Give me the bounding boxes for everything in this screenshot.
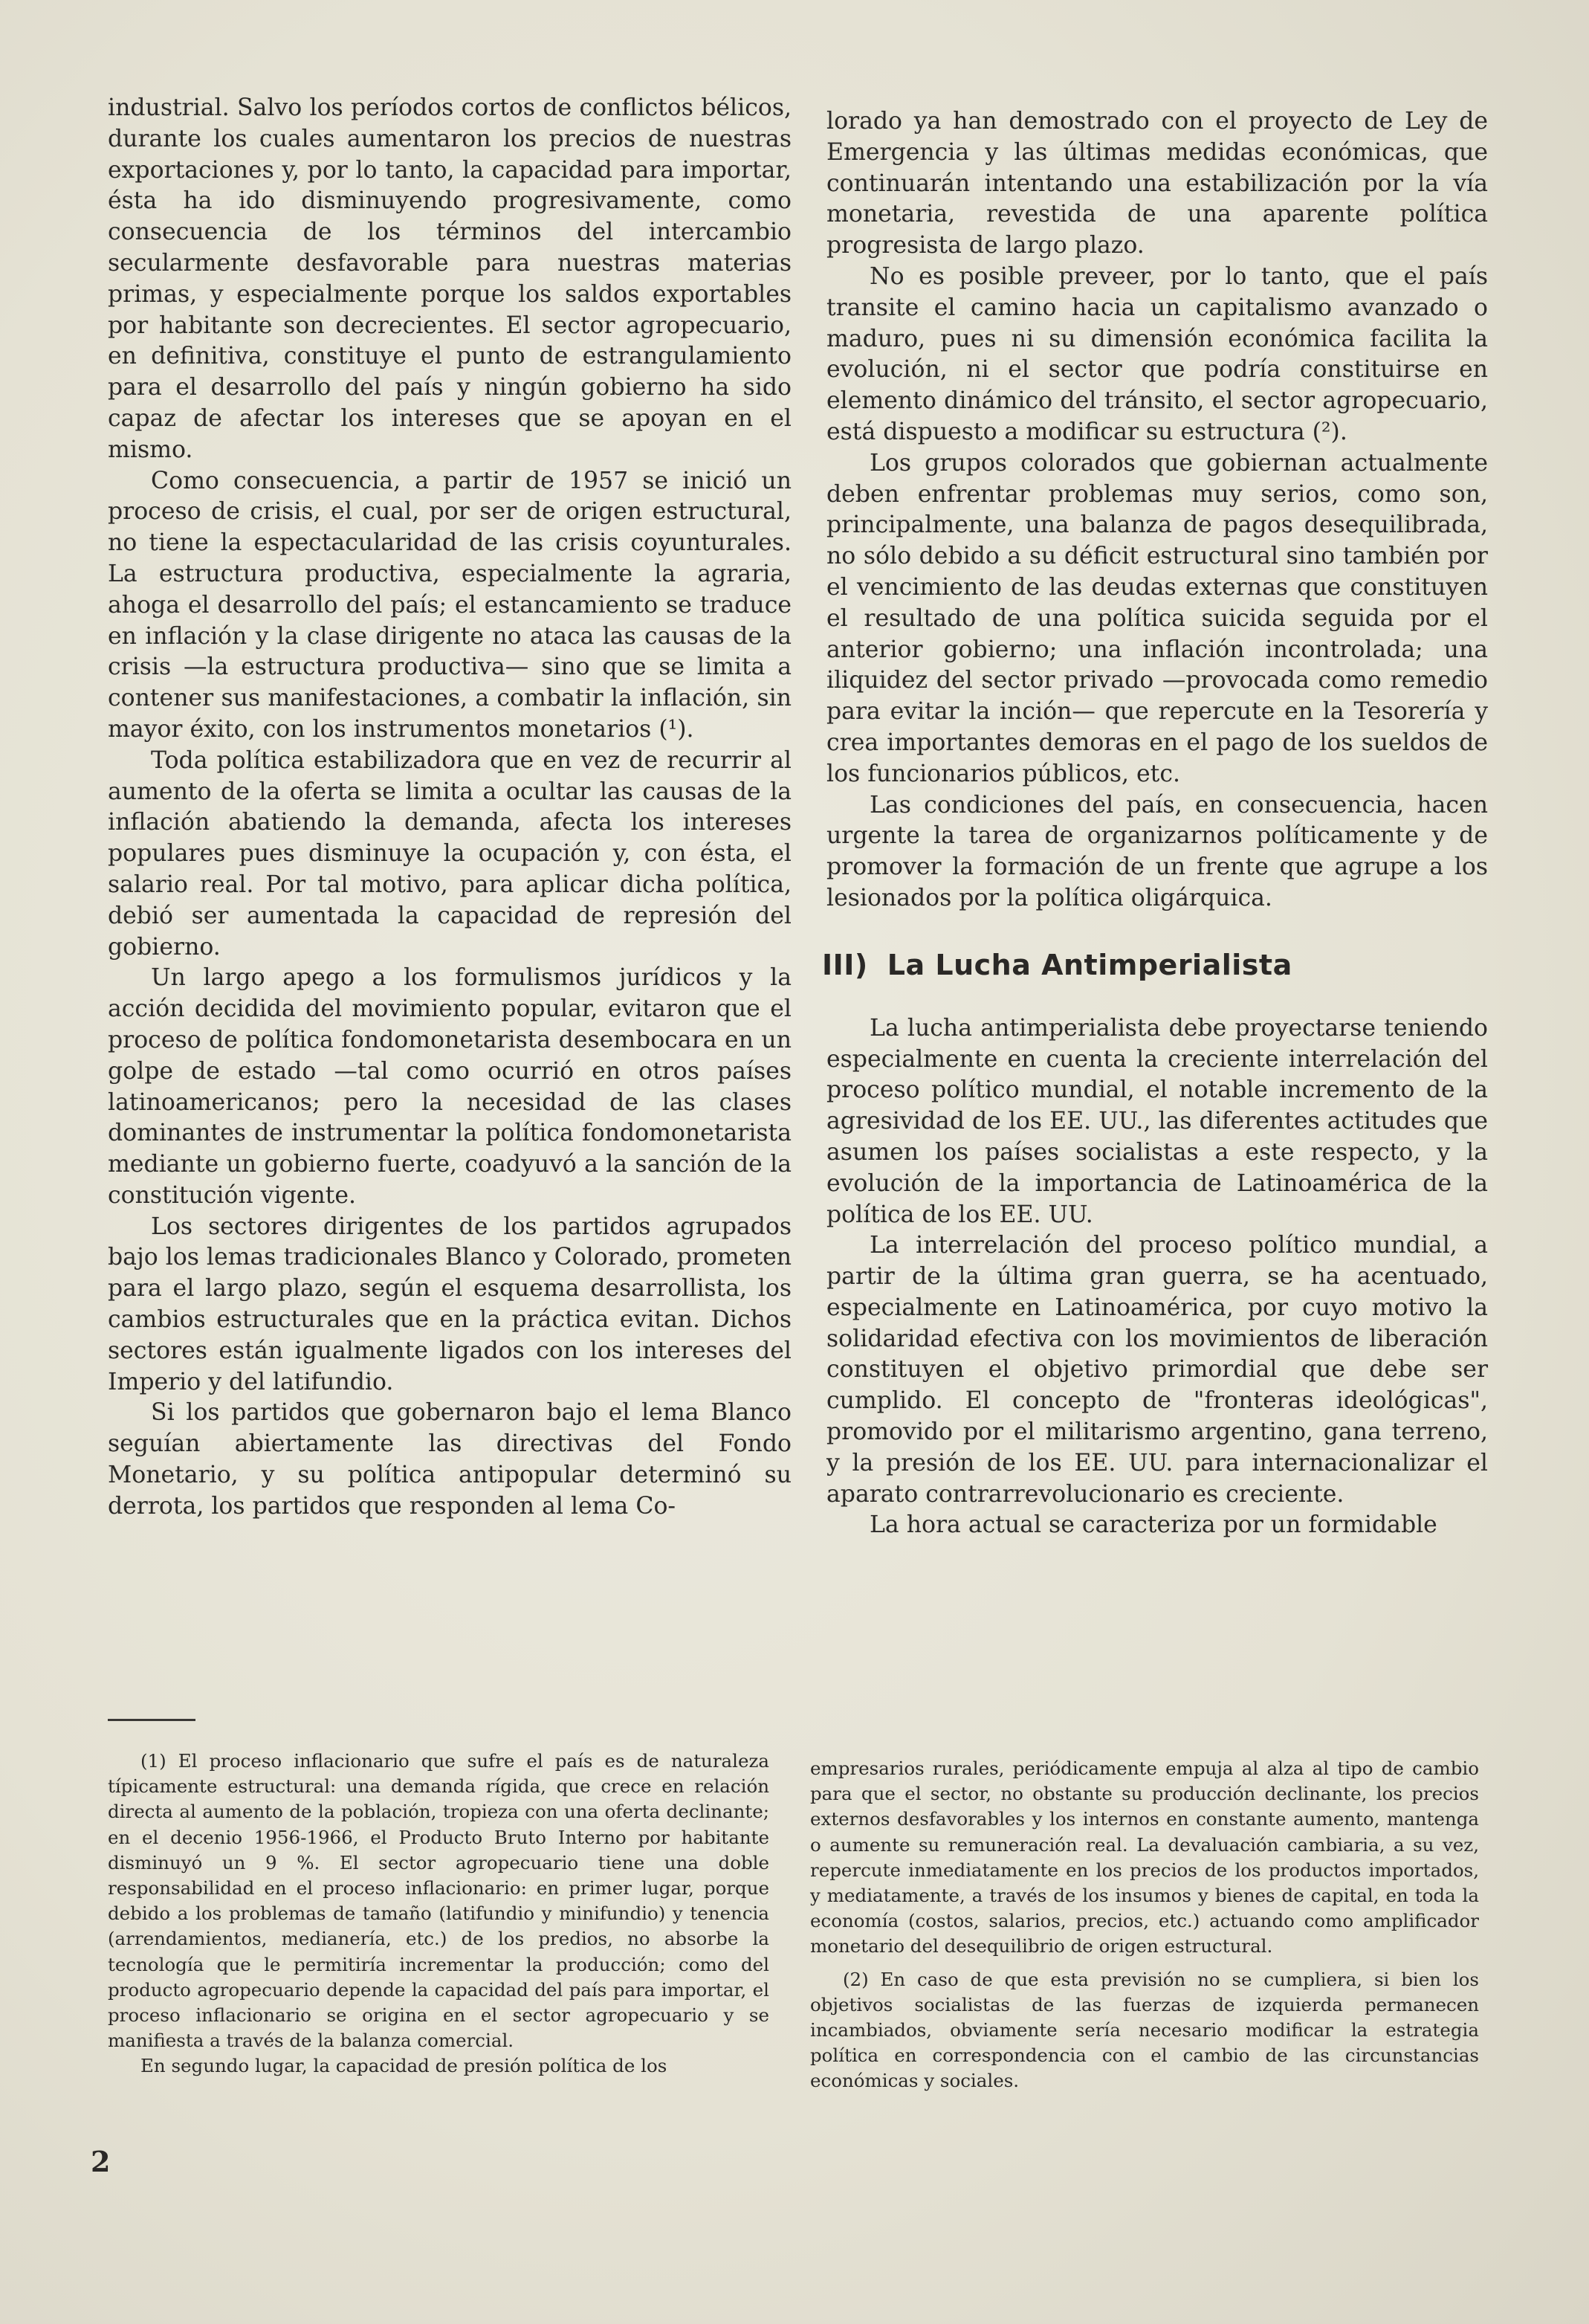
footnote-2: (2) En caso de que esta previsión no se cumpliera, si bien los objetivos socialistas de las fuerzas de izquierda permanecen incambiados, obviamente sería necesario modificar la estrategia política en correspondencia con el cambio de las circunstancias económicas y sociales. xyxy=(810,1968,1479,2092)
body-paragraph: Las condiciones del país, en consecuencia, hacen urgente la tarea de organizarnos políticamente y de promover la formación de un frente que agrupe a los lesionados por la política oligárquica. xyxy=(826,791,1488,911)
body-paragraph: industrial. Salvo los períodos cortos de conflictos bélicos, durante los cuales aumentaron los precios de nuestras exportaciones y, por lo tanto, la capacidad para importar, ésta ha ido disminuyendo progresivamente, como consecuencia de los términos del intercambio secularmente desfavorable para nuestras materias primas, y especialmente porque los saldos exportables por habitante son decrecientes. El sector agropecuario, en definitiva, constituye el punto de estrangulamiento para el desarrollo del país y ningún gobierno ha sido capaz de afectar los intereses que se apoyan en el mismo. xyxy=(108,94,792,463)
body-paragraph: Los sectores dirigentes de los partidos agrupados bajo los lemas tradicionales Blanco y Colorado, prometen para el largo plazo, según el esquema desarrollista, los cambios estructurales que en la práctica evitan. Dichos sectores están igualmente ligados con los intereses del Imperio y del latifundio. xyxy=(108,1213,792,1395)
body-paragraph: Los grupos colorados que gobiernan actualmente deben enfrentar problemas muy serios, como son, principalmente, una balanza de pagos desequilibrada, no sólo debido a su déficit estructural sino también por el vencimiento de las deudas externas que constituyen el resultado de una política suicida seguida por el anterior gobierno; una inflación incontrolada; una iliquidez del sector privado —provocada como remedio para evitar la inción— que repercute en la Tesorería y crea importantes demoras en el pago de los sueldos de los funcionarios públicos, etc. xyxy=(826,449,1488,787)
body-paragraph: La interrelación del proceso político mundial, a partir de la última gran guerra, se ha acentuado, especialmente en Latinoamérica, por cuyo motivo la solidaridad efectiva con los movimientos de liberación constituyen el objetivo primordial que debe ser cumplido. El concepto de "fronteras ideológicas", promovido por el militarismo argentino, gana terreno, y la presión de los EE. UU. para internacionalizar el aparato contrarrevolucionario es creciente. xyxy=(826,1232,1488,1508)
body-paragraph: La hora actual se caracteriza por un formidable xyxy=(870,1511,1437,1539)
body-paragraph: No es posible preveer, por lo tanto, que el país transite el camino hacia un capitalismo avanzado o maduro, pues ni su dimensión económica facilita la evolución, ni el sector que podría constituirse en elemento dinámico del tránsito, el sector agropecuario, está dispuesto a modificar su estructura (²). xyxy=(826,262,1488,445)
body-paragraph: Un largo apego a los formulismos jurídicos y la acción decidida del movimiento popular, evitaron que el proceso de política fondomonetarista desembocara en un golpe de estado —tal como ocurrió en otros países latinoamericanos; pero la necesidad de las clases dominantes de instrumentar la política fondomonetarista mediante un gobierno fuerte, coadyuvó a la sanción de la constitución vigente. xyxy=(108,964,792,1209)
body-paragraph: Toda política estabilizadora que en vez de recurrir al aumento de la oferta se limita a ocultar las causas de la inflación abatiendo la demanda, afecta los intereses populares pues disminuye la ocupación y, con ésta, el salario real. Por tal motivo, para aplicar dicha política, debió ser aumentada la capacidad de represión del gobierno. xyxy=(108,746,792,961)
footnote-1: (1) El proceso inflacionario que sufre el país es de naturaleza típicamente estructural: una demanda rígida, que crece en relación directa al aumento de la población, tropieza con una oferta declinante; en el decenio 1956-1966, el Producto Bruto Interno por habitante disminuyó un 9 %. El sector agropecuario tiene una doble responsabilidad en el proceso inflacionario: en primer lugar, porque debido a los problemas de tamaño (latifundio y minifundio) y tenencia (arrendamientos, medianería, etc.) de los predios, no absorbe la tecnología que le permitiría incrementar la producción; como del producto agropecuario depende la capacidad del país para importar, el proceso inflacionario se origina en el sector agropecuario y se manifiesta a través de la balanza comercial. xyxy=(108,1750,769,2052)
section-number: III) xyxy=(822,948,868,981)
section-title: La Lucha Antimperialista xyxy=(887,948,1292,981)
right-text-column xyxy=(822,106,1488,1541)
footnote-1-continuation: empresarios rurales, periódicamente empuja al alza al tipo de cambio para que el sector, no obstante su producción declinante, los precios externos desfavorables y los internos en constante aumento, mantenga o aumente su remuneración real. La devaluación cambiaria, a su vez, repercute inmediatamente en los precios de los productos importados, y mediatamente, a través de los insumos y bienes de capital, en toda la economía (costos, salarios, precios, etc.) actuando como amplificador monetario del desequilibrio de origen estructural. xyxy=(810,1757,1479,1957)
section-heading xyxy=(822,948,1488,982)
left-text-column xyxy=(108,93,792,1523)
footnote-1-continued: En segundo lugar, la capacidad de presión política de los xyxy=(140,2055,667,2077)
footnotes-left xyxy=(108,1749,769,2079)
body-paragraph: Como consecuencia, a partir de 1957 se inició un proceso de crisis, el cual, por ser de origen estructural, no tiene la espectacularidad de las crisis coyunturales. La estructura productiva, especialmente la agraria, ahoga el desarrollo del país; el estancamiento se traduce en inflación y la clase dirigente no ataca las causas de la crisis —la estructura productiva— sino que se limita a contener sus manifestaciones, a combatir la inflación, sin mayor éxito, con los instrumentos monetarios (¹). xyxy=(108,467,792,743)
footnotes-right xyxy=(810,1756,1479,2094)
body-paragraph: Si los partidos que gobernaron bajo el lema Blanco seguían abiertamente las directivas del Fondo Monetario, y su política antipopular determinó su derrota, los partidos que responden al lema Co- xyxy=(108,1399,792,1520)
body-paragraph: lorado ya han demostrado con el proyecto de Ley de Emergencia y las últimas medidas económicas, que continuarán intentando una estabilización por la vía monetaria, revestida de una aparente política progresista de largo plazo. xyxy=(826,108,1488,259)
page-number: 2 xyxy=(91,2145,111,2178)
footnote-separator xyxy=(108,1719,195,1721)
body-paragraph: La lucha antimperialista debe proyectarse teniendo especialmente en cuenta la creciente interrelación del proceso político mundial, el notable incremento de la agresividad de los EE. UU., las diferentes actitudes que asumen los países socialistas a este respecto, y la evolución de la importancia de Latinoamérica de la política de los EE. UU. xyxy=(826,1014,1488,1228)
